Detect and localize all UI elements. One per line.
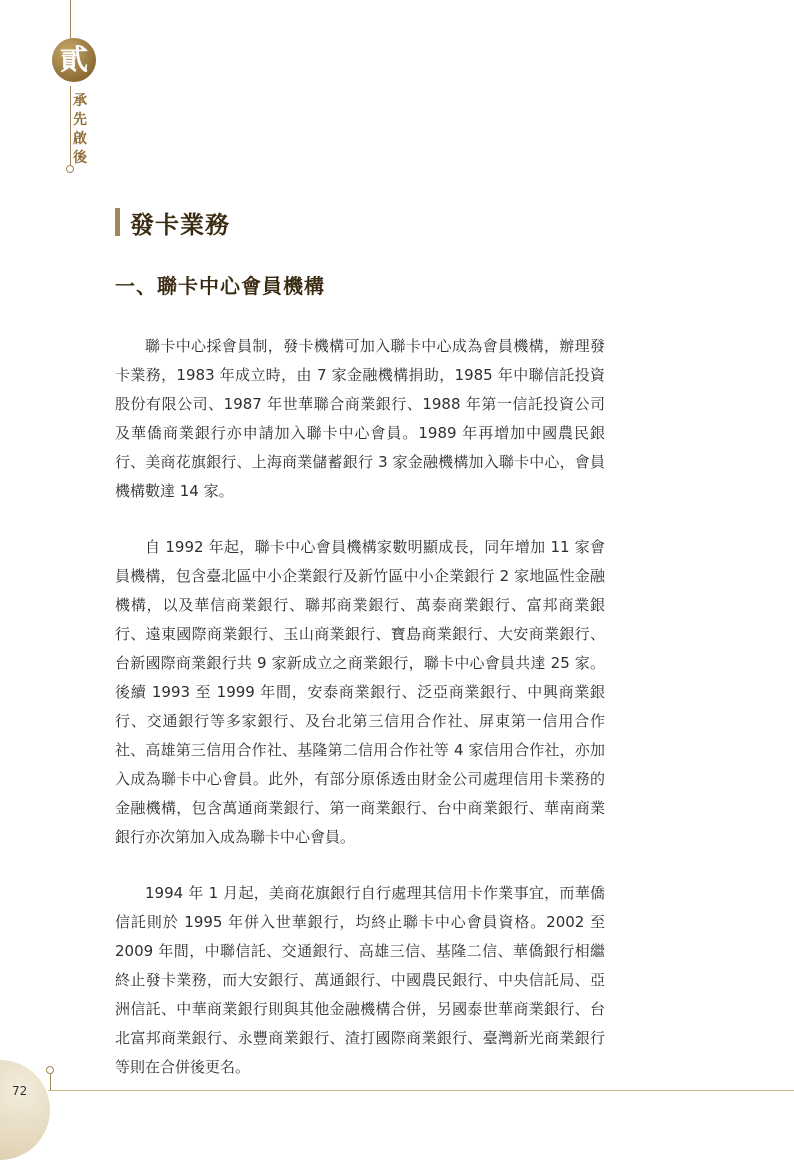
paragraph: 聯卡中心採會員制，發卡機構可加入聯卡中心成為會員機構，辦理發卡業務，1983 年成立時，由 7 家金融機構捐助，1985 年中聯信託投資股份有限公司、1987 年世華聯合商業銀行、1988 年第一信託投資公司及華僑商業銀行亦申請加入聯卡中心會員。1989 年再增加中國農民銀行、美商花旗銀行、上海商業儲蓄銀行 3 家金融機構加入聯卡中心，會員機構數達 14 家。 bbox=[115, 337, 605, 500]
subsection-title: 一、聯卡中心會員機構 bbox=[115, 274, 325, 298]
section-title: 發卡業務 bbox=[130, 210, 230, 239]
footer-corner-decor bbox=[0, 1060, 50, 1160]
top-decor-line bbox=[70, 0, 71, 40]
chapter-title bbox=[72, 92, 88, 168]
footer-dot bbox=[46, 1066, 54, 1074]
body-text bbox=[115, 332, 605, 1110]
chapter-title-char: 後 bbox=[73, 150, 87, 166]
paragraph: 1994 年 1 月起，美商花旗銀行自行處理其信用卡作業事宜，而華僑信託則於 1995 年併入世華銀行，均終止聯卡中心會員資格。2002 至 2009 年間，中聯信託、交通銀行、高雄三信、基隆二信、華僑銀行相繼終止發卡業務，而大安銀行、萬通銀行、中國農民銀行、中央信託局、亞洲信託、中華商業銀行則與其他金融機構合併，另國泰世華商業銀行、台北富邦商業銀行、永豐商業銀行、渣打國際商業銀行、臺灣新光商業銀行等則在合併後更名。 bbox=[115, 884, 605, 1076]
chapter-decor-line bbox=[70, 86, 71, 166]
page-number: 72 bbox=[12, 1084, 28, 1098]
chapter-number: 貳 bbox=[59, 43, 88, 76]
section-heading bbox=[115, 206, 230, 238]
chapter-decor-dot bbox=[66, 165, 74, 173]
footer-stem bbox=[50, 1072, 51, 1090]
chapter-seal bbox=[52, 38, 96, 82]
section-bar bbox=[115, 208, 120, 236]
chapter-title-char: 承 bbox=[73, 93, 87, 109]
paragraph: 自 1992 年起，聯卡中心會員機構家數明顯成長，同年增加 11 家會員機構，包含臺北區中小企業銀行及新竹區中小企業銀行 2 家地區性金融機構，以及華信商業銀行、聯邦商業銀行、萬泰商業銀行、富邦商業銀行、遠東國際商業銀行、玉山商業銀行、寶島商業銀行、大安商業銀行、台新國際商業銀行共 9 家新成立之商業銀行，聯卡中心會員共達 25 家。後續 1993 至 1999 年間，安泰商業銀行、泛亞商業銀行、中興商業銀行、交通銀行等多家銀行、及台北第三信用合作社、屏東第一信用合作社、高雄第三信用合作社、基隆第二信用合作社等 4 家信用合作社，亦加入成為聯卡中心會員。此外，有部分原係透由財金公司處理信用卡業務的金融機構，包含萬通商業銀行、第一商業銀行、台中商業銀行、華南商業銀行亦次第加入成為聯卡中心會員。 bbox=[115, 538, 605, 846]
footer-line bbox=[48, 1090, 794, 1091]
chapter-title-char: 先 bbox=[73, 112, 87, 128]
chapter-title-char: 啟 bbox=[73, 131, 87, 147]
